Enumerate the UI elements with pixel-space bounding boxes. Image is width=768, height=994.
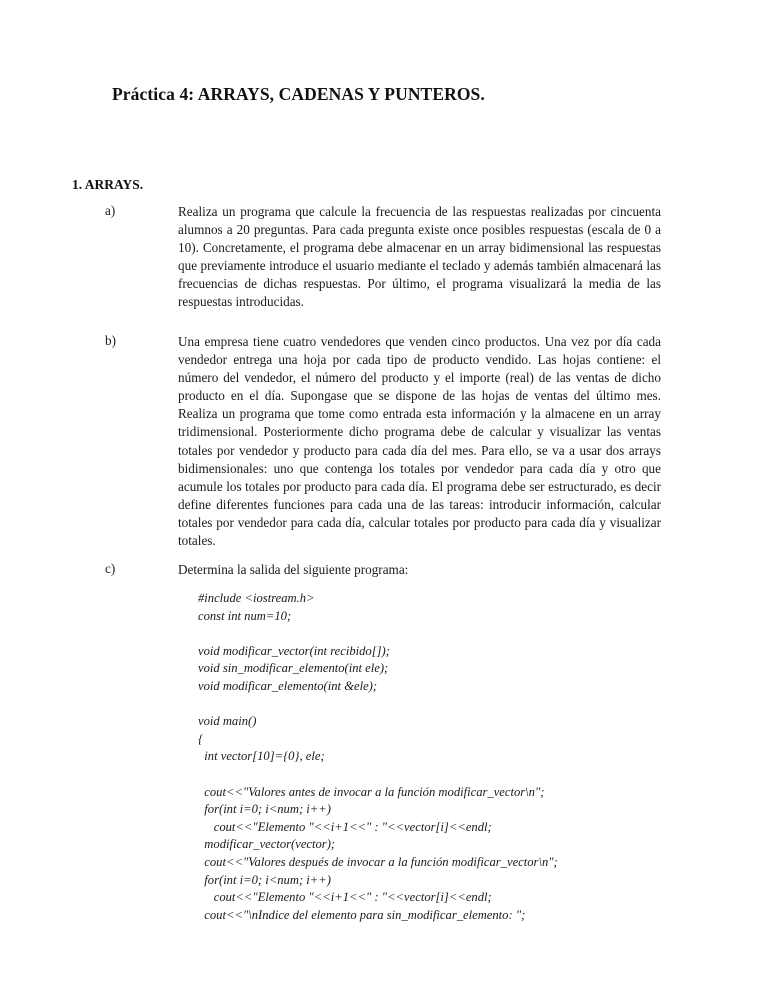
- code-line: [198, 766, 678, 784]
- code-line: cout<<"Valores después de invocar a la función modificar_vector\n";: [198, 854, 558, 869]
- code-line: modificar_vector(vector);: [198, 837, 336, 852]
- code-line: [198, 696, 678, 714]
- code-line: void sin_modificar_elemento(int ele);: [198, 661, 389, 676]
- code-line: [198, 625, 678, 643]
- list-item: [105, 333, 661, 550]
- page-title: Práctica 4: ARRAYS, CADENAS Y PUNTEROS.: [112, 84, 485, 104]
- code-line: void modificar_vector(int recibido[]);: [198, 643, 390, 658]
- list-item-text: Una empresa tiene cuatro vendedores que venden cinco productos. Una vez por día cada vendedor entrega una hoja por cada tipo de producto vendido. Las hojas contiene: el número del vendedor, el número del producto y el importe (real) de las ventas de dicho producto en el día. Supongase que se dispone de las hojas de ventas del último mes. Realiza un programa que tome como entrada esta información y la almacene en un array tridimensional. Posteriormente dicho programa debe de calcular y visualizar las ventas totales por vendedor y producto para cada día del mes. Para ello, se va a usar dos arrays bidimensionales: uno que contenga los totales por vendedor para cada día y otro que acumule los totales por producto para cada día. El programa debe ser estructurado, es decir define diferentes funciones para cada una de las tareas: introducir información, calcular totales por vendedor para cada día, calcular totales por producto para cada día y visualizar totales.: [178, 334, 661, 549]
- code-line: int vector[10]={0}, ele;: [198, 749, 325, 764]
- list-item: [105, 561, 661, 579]
- list-item: [105, 203, 661, 312]
- list-item-text: Realiza un programa que calcule la frecuencia de las respuestas realizadas por cincuenta alumnos a 20 preguntas. Para cada pregunta existe once posibles respuestas (escala de 0 a 10). Concretamente, el programa debe almacenar en un array bidimensional las respuestas que previamente introduce el usuario mediante el teclado y además también almacenará las frecuencias de dichas respuestas. Por último, el programa visualizará la media de las respuestas introducidas.: [178, 204, 661, 310]
- code-line: #include <iostream.h>: [198, 591, 315, 605]
- code-line: {: [198, 731, 204, 746]
- list-item-marker: b): [105, 333, 116, 348]
- code-line: for(int i=0; i<num; i++): [198, 802, 331, 817]
- code-line: for(int i=0; i<num; i++): [198, 872, 331, 887]
- code-line: cout<<"Elemento "<<i+1<<" : "<<vector[i]<<endl;: [198, 890, 492, 905]
- list-item-marker: a): [105, 203, 116, 218]
- code-line: void modificar_elemento(int &ele);: [198, 678, 378, 693]
- code-line: cout<<"\nIndice del elemento para sin_modificar_elemento: ";: [198, 907, 526, 922]
- code-line: void main(): [198, 714, 257, 729]
- list-item-marker: c): [105, 561, 116, 576]
- code-line: cout<<"Valores antes de invocar a la función modificar_vector\n";: [198, 784, 545, 799]
- list-item-text: Determina la salida del siguiente programa:: [178, 562, 409, 577]
- code-line: cout<<"Elemento "<<i+1<<" : "<<vector[i]<<endl;: [198, 819, 492, 834]
- code-line: const int num=10;: [198, 608, 292, 623]
- section-heading-arrays: 1. ARRAYS.: [72, 177, 144, 192]
- code-listing: [198, 590, 678, 924]
